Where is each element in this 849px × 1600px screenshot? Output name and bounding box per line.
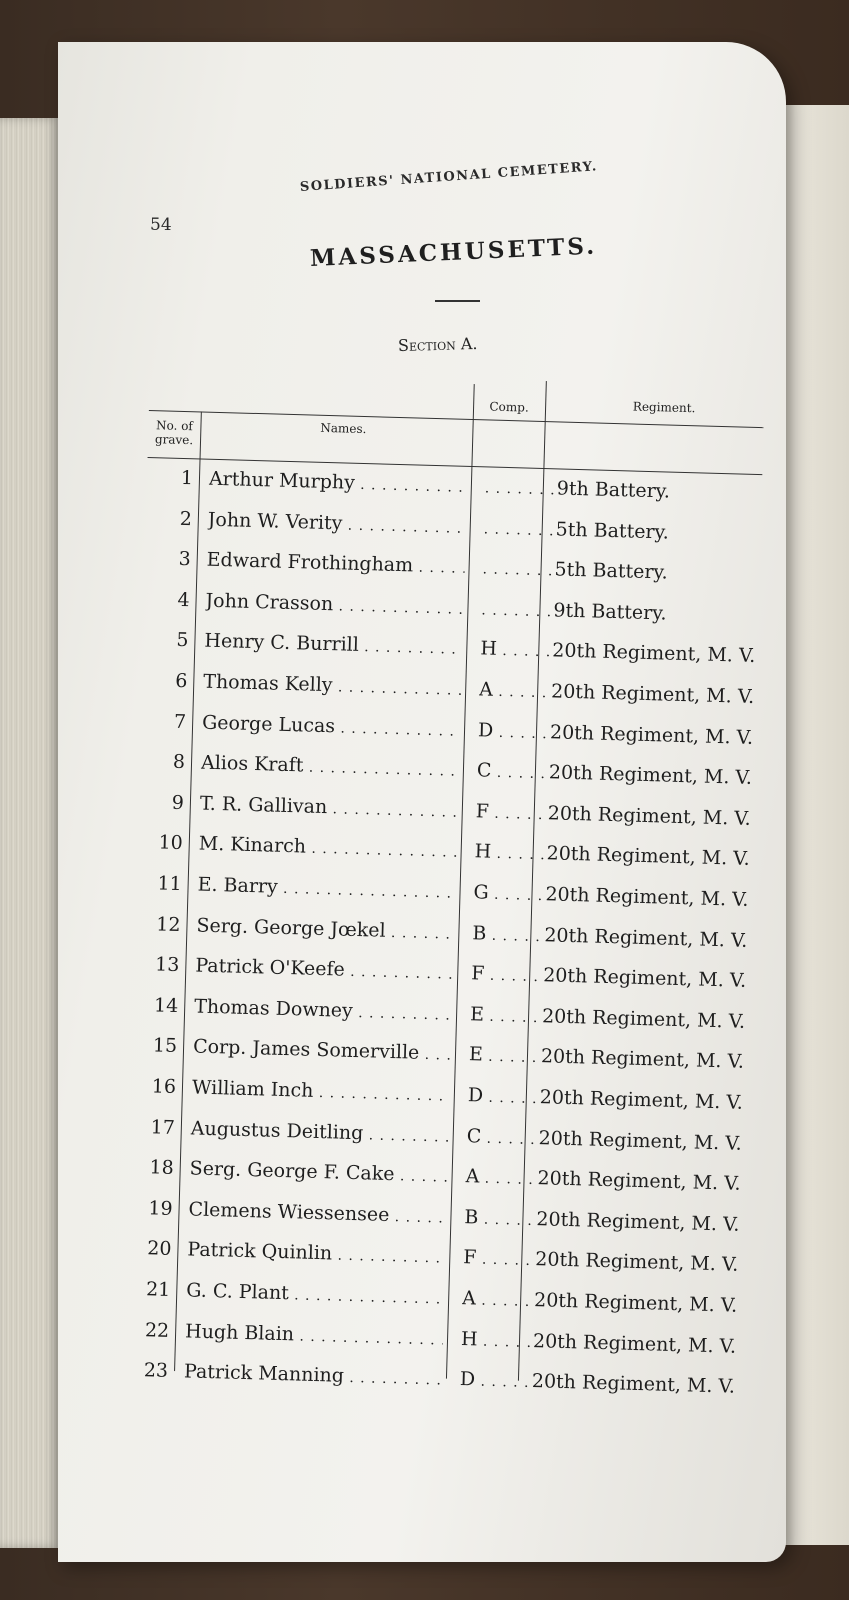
grave-number: 23: [143, 1359, 169, 1383]
regiment: 20th Regiment, M. V.: [550, 680, 755, 708]
company: F . . .: [471, 962, 542, 986]
regiment: 5th Battery.: [554, 558, 668, 584]
company: D . . .: [478, 719, 549, 743]
company: [483, 516, 554, 540]
company: [481, 597, 552, 621]
section-heading: Section A.: [397, 333, 478, 356]
soldier-name: Patrick O'Keefe . . .: [195, 955, 454, 984]
soldier-name: Hugh Blain . . .: [185, 1320, 444, 1349]
soldier-name: John Crasson . . .: [205, 589, 464, 618]
grave-number: 6: [174, 669, 188, 693]
company: B . . .: [472, 922, 543, 946]
grave-number: 11: [157, 872, 182, 896]
soldier-name: John W. Verity . . .: [208, 508, 467, 537]
grave-number: 18: [149, 1156, 175, 1180]
soldier-name: T. R. Gallivan . . .: [200, 792, 459, 821]
soldier-name: Serg. George F. Cake . . .: [189, 1158, 448, 1187]
grave-number: 8: [172, 750, 186, 774]
regiment: 20th Regiment, M. V.: [542, 964, 747, 993]
company: H . . .: [480, 638, 551, 662]
regiment: 20th Regiment, M. V.: [532, 1329, 737, 1358]
grave-number: 5: [176, 629, 189, 652]
grave-number: 14: [153, 994, 179, 1017]
regiment: 9th Battery.: [556, 477, 671, 503]
company: C . . .: [466, 1125, 537, 1149]
soldier-name: Henry C. Burrill . . .: [204, 630, 463, 659]
col-header-no: No. of grave.: [154, 418, 194, 448]
company: A . . .: [479, 678, 550, 702]
grave-number: 20: [146, 1237, 172, 1261]
soldier-name: Thomas Downey . . .: [194, 995, 453, 1024]
regiment: 9th Battery.: [553, 599, 667, 625]
company: [482, 557, 553, 581]
grave-number: 1: [180, 466, 194, 490]
grave-number: 4: [177, 588, 190, 611]
company: G . . .: [473, 881, 544, 905]
company: E . . .: [470, 1003, 541, 1027]
company: E . . .: [469, 1044, 540, 1068]
grave-number: 3: [178, 548, 192, 571]
soldier-name: G. C. Plant . . .: [186, 1279, 445, 1308]
grave-number: 7: [173, 710, 187, 733]
regiment: 20th Regiment, M. V.: [531, 1370, 736, 1398]
regiment: 20th Regiment, M. V.: [537, 1167, 741, 1195]
regiment: 5th Battery.: [555, 517, 670, 544]
grave-number: 15: [152, 1034, 178, 1058]
regiment: 20th Regiment, M. V.: [541, 1005, 746, 1033]
col-header-names: Names.: [320, 420, 367, 437]
company: B . . .: [464, 1206, 535, 1230]
company: [485, 475, 556, 499]
page-number: 54: [150, 215, 172, 235]
graves-table: [122, 370, 770, 1407]
book-page-edges: [0, 118, 60, 1548]
regiment: 20th Regiment, M. V.: [547, 802, 752, 830]
soldier-name: Patrick Manning . . .: [184, 1361, 443, 1390]
company: F . . .: [476, 800, 547, 824]
regiment: 20th Regiment, M. V.: [549, 720, 754, 749]
company: A . . .: [462, 1287, 533, 1311]
company: C . . .: [477, 759, 548, 783]
grave-number: 17: [150, 1115, 176, 1139]
soldier-name: M. Kinarch . . .: [198, 833, 457, 862]
grave-number: 10: [158, 831, 184, 855]
running-head: SOLDIERS' NATIONAL CEMETERY.: [299, 159, 599, 195]
soldier-name: Arthur Murphy . . .: [209, 468, 468, 497]
soldier-name: Patrick Quinlin . . .: [187, 1239, 446, 1268]
grave-number: 21: [145, 1278, 171, 1301]
soldier-name: William Inch . . .: [192, 1076, 451, 1105]
regiment: 20th Regiment, M. V.: [544, 923, 748, 952]
regiment: 20th Regiment, M. V.: [540, 1045, 745, 1074]
company: D . . .: [468, 1084, 539, 1108]
soldier-name: Serg. George Jœkel . . .: [196, 914, 455, 943]
grave-number: 19: [148, 1197, 173, 1220]
regiment: 20th Regiment, M. V.: [536, 1207, 740, 1236]
company: A . . .: [465, 1165, 536, 1189]
company: H . . .: [474, 841, 545, 865]
regiment: 20th Regiment, M. V.: [545, 883, 749, 911]
soldier-name: Corp. James Somerville . . .: [193, 1036, 452, 1065]
title-rule: [435, 300, 480, 302]
soldier-name: George Lucas . . .: [202, 711, 461, 740]
company: F . . .: [463, 1246, 534, 1270]
soldier-name: Alios Kraft . . .: [201, 752, 460, 781]
soldier-name: Clemens Wiessensee . . .: [188, 1198, 447, 1227]
company: H . . .: [461, 1328, 532, 1352]
col-header-regiment: Regiment.: [632, 399, 696, 416]
grave-number: 22: [144, 1318, 170, 1342]
soldier-name: Edward Frothingham . . .: [206, 549, 465, 578]
grave-number: 16: [151, 1075, 177, 1099]
regiment: 20th Regiment, M. V.: [538, 1126, 743, 1155]
grave-number: 9: [171, 791, 185, 814]
regiment: 20th Regiment, M. V.: [552, 639, 756, 668]
soldier-name: Augustus Deitling . . .: [191, 1117, 450, 1146]
soldier-name: E. Barry . . .: [197, 874, 456, 903]
regiment: 20th Regiment, M. V.: [533, 1289, 738, 1317]
grave-number: 13: [154, 953, 180, 977]
regiment: 20th Regiment, M. V.: [548, 761, 753, 790]
regiment: 20th Regiment, M. V.: [546, 842, 750, 871]
regiment: 20th Regiment, M. V.: [539, 1086, 744, 1114]
state-title: MASSACHUSETTS.: [309, 232, 598, 272]
company: D . . .: [460, 1368, 531, 1392]
regiment: 20th Regiment, M. V.: [535, 1248, 739, 1277]
soldier-name: Thomas Kelly . . .: [203, 671, 462, 700]
grave-number: 12: [156, 912, 181, 936]
col-header-comp: Comp.: [489, 399, 529, 415]
grave-number: 2: [179, 507, 193, 530]
